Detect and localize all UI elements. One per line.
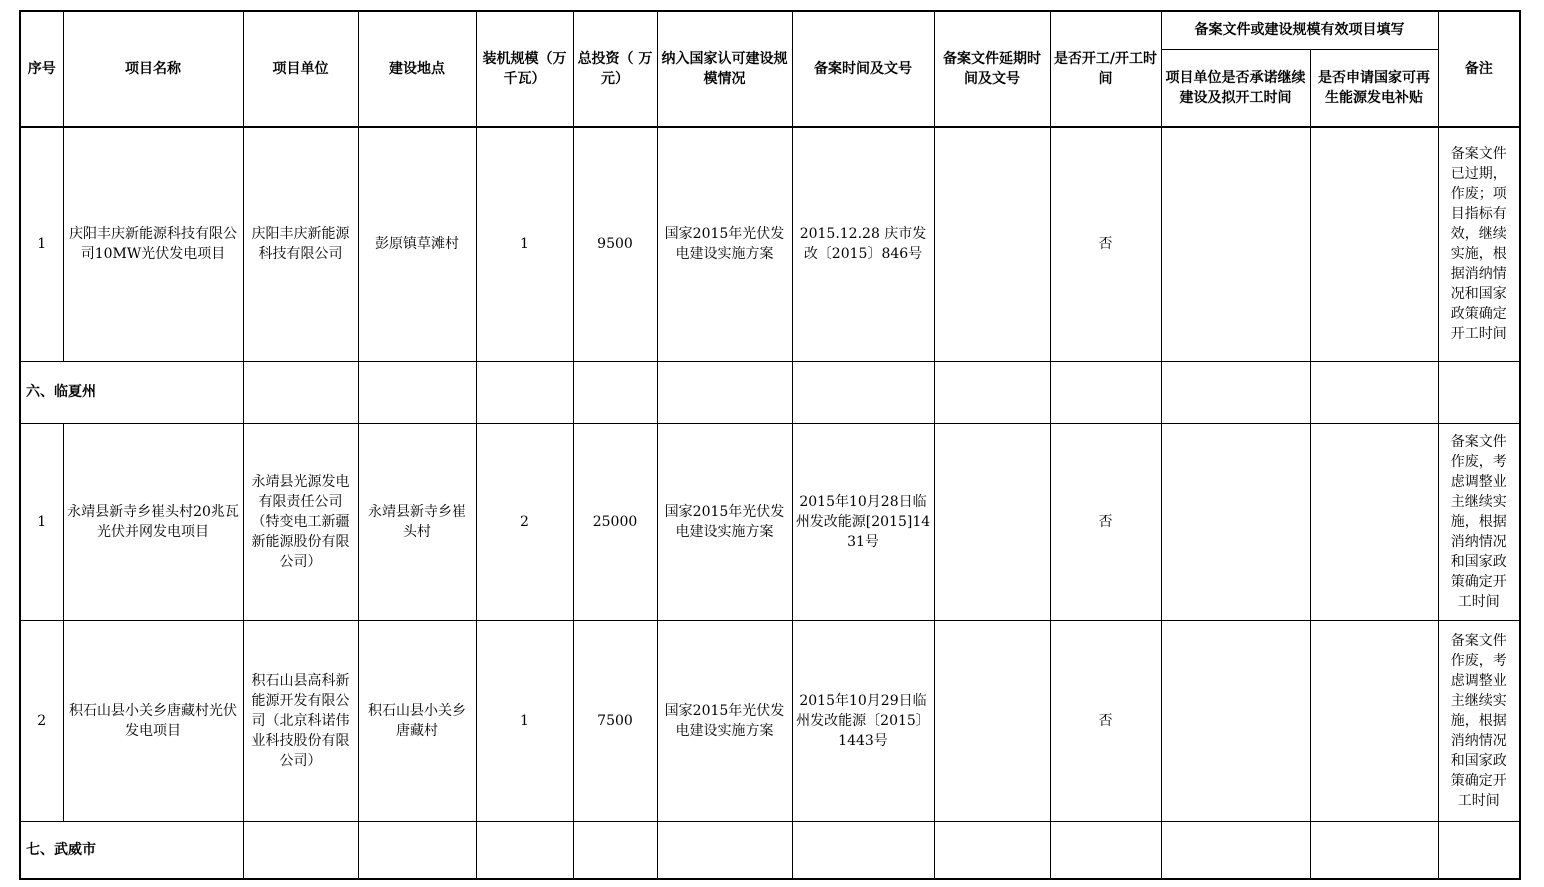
header-project-unit: 项目单位 (243, 11, 358, 127)
header-commitment: 项目单位是否承诺继续建设及拟开工时间 (1161, 49, 1310, 127)
section-empty-cell (1161, 361, 1310, 423)
row-seq: 1 (20, 127, 63, 361)
row-project-unit: 积石山县高科新能源开发有限公司（北京科诺伟业科技股份有限公司） (243, 620, 358, 821)
section-empty-cell (792, 361, 934, 423)
table-row (20, 620, 1520, 821)
section-empty-cell (1310, 361, 1438, 423)
project-table (19, 10, 1521, 880)
row-project-unit: 永靖县光源发电有限责任公司（特变电工新疆新能源股份有限公司） (243, 423, 358, 620)
row-commitment (1161, 127, 1310, 361)
table-row (20, 127, 1520, 361)
header-investment: 总投资（ 万元） (573, 11, 657, 127)
row-project-name: 庆阳丰庆新能源科技有限公司10MW光伏发电项目 (63, 127, 243, 361)
section-empty-cell (243, 821, 358, 879)
header-started: 是否开工/开工时间 (1050, 11, 1161, 127)
row-investment: 7500 (573, 620, 657, 821)
row-capacity: 2 (476, 423, 573, 620)
row-capacity: 1 (476, 620, 573, 821)
section-empty-cell (573, 821, 657, 879)
row-remark: 备案文件作废，考虑调整业主继续实施，根据消纳情况和国家政策确定开工时间 (1438, 423, 1520, 620)
section-empty-cell (476, 821, 573, 879)
header-seq: 序号 (20, 11, 63, 127)
section-empty-cell (573, 361, 657, 423)
header-remark: 备注 (1438, 11, 1520, 127)
table-row (20, 423, 1520, 620)
row-location: 积石山县小关乡唐藏村 (358, 620, 476, 821)
row-filing: 2015.12.28 庆市发改〔2015〕846号 (792, 127, 934, 361)
section-empty-cell (1310, 821, 1438, 879)
header-filing-extension: 备案文件延期时间及文号 (934, 11, 1050, 127)
section-row (20, 361, 1520, 423)
row-filing-extension (934, 423, 1050, 620)
header-capacity: 装机规模（万千瓦） (476, 11, 573, 127)
row-remark: 备案文件作废，考虑调整业主继续实施，根据消纳情况和国家政策确定开工时间 (1438, 620, 1520, 821)
row-investment: 9500 (573, 127, 657, 361)
row-started: 否 (1050, 127, 1161, 361)
section-empty-cell (358, 821, 476, 879)
section-empty-cell (476, 361, 573, 423)
row-seq: 2 (20, 620, 63, 821)
section-empty-cell (657, 361, 792, 423)
section-empty-cell (1050, 821, 1161, 879)
row-subsidy (1310, 127, 1438, 361)
section-empty-cell (1161, 821, 1310, 879)
row-subsidy (1310, 423, 1438, 620)
row-commitment (1161, 423, 1310, 620)
row-filing: 2015年10月28日临州发改能源[2015]1431号 (792, 423, 934, 620)
row-seq: 1 (20, 423, 63, 620)
row-national-scale: 国家2015年光伏发电建设实施方案 (657, 620, 792, 821)
header-project-name: 项目名称 (63, 11, 243, 127)
row-filing-extension (934, 127, 1050, 361)
header-national-scale: 纳入国家认可建设规模情况 (657, 11, 792, 127)
section-title: 七、武威市 (20, 821, 243, 879)
section-empty-cell (358, 361, 476, 423)
row-location: 永靖县新寺乡崔头村 (358, 423, 476, 620)
section-empty-cell (1438, 821, 1520, 879)
row-location: 彭原镇草滩村 (358, 127, 476, 361)
header-location: 建设地点 (358, 11, 476, 127)
row-started: 否 (1050, 423, 1161, 620)
header-filing: 备案时间及文号 (792, 11, 934, 127)
row-commitment (1161, 620, 1310, 821)
section-row (20, 821, 1520, 879)
row-investment: 25000 (573, 423, 657, 620)
row-started: 否 (1050, 620, 1161, 821)
row-subsidy (1310, 620, 1438, 821)
row-project-name: 永靖县新寺乡崔头村20兆瓦光伏并网发电项目 (63, 423, 243, 620)
row-remark: 备案文件已过期，作废；项目指标有效，继续实施，根据消纳情况和国家政策确定开工时间 (1438, 127, 1520, 361)
section-empty-cell (1050, 361, 1161, 423)
section-empty-cell (657, 821, 792, 879)
row-filing-extension (934, 620, 1050, 821)
row-national-scale: 国家2015年光伏发电建设实施方案 (657, 127, 792, 361)
row-project-name: 积石山县小关乡唐藏村光伏发电项目 (63, 620, 243, 821)
row-project-unit: 庆阳丰庆新能源科技有限公司 (243, 127, 358, 361)
section-title: 六、临夏州 (20, 361, 243, 423)
section-empty-cell (243, 361, 358, 423)
row-filing: 2015年10月29日临州发改能源〔2015〕1443号 (792, 620, 934, 821)
header-group-valid-projects: 备案文件或建设规模有效项目填写 (1161, 11, 1438, 49)
header-subsidy: 是否申请国家可再生能源发电补贴 (1310, 49, 1438, 127)
section-empty-cell (934, 361, 1050, 423)
section-empty-cell (934, 821, 1050, 879)
section-empty-cell (1438, 361, 1520, 423)
row-national-scale: 国家2015年光伏发电建设实施方案 (657, 423, 792, 620)
row-capacity: 1 (476, 127, 573, 361)
section-empty-cell (792, 821, 934, 879)
